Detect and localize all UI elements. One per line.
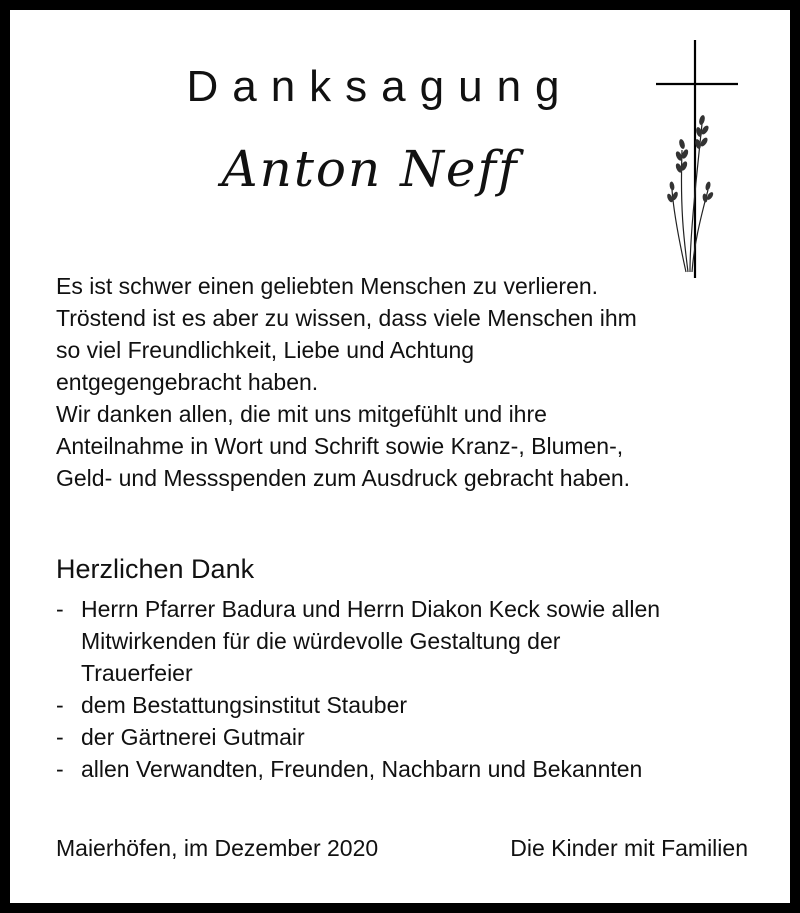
thanks-item <box>56 753 776 785</box>
text-line: Geld- und Messspenden zum Ausdruck gebracht haben. <box>56 465 631 491</box>
text-line: Wir danken allen, die mit uns mitgefühlt und ihre <box>56 401 547 427</box>
list-dash: - <box>56 692 64 718</box>
thanks-item <box>56 593 776 689</box>
condolence-text <box>56 270 756 494</box>
place-date: Maierhöfen, im Dezember 2020 <box>56 835 379 861</box>
thanks-heading: Herzlichen Dank <box>56 554 255 584</box>
list-dash: - <box>56 596 64 622</box>
thanks-item-line: Herrn Pfarrer Badura und Herrn Diakon Keck sowie allen <box>81 596 661 622</box>
thanks-item <box>56 721 776 753</box>
text-line: entgegengebracht haben. <box>56 369 319 395</box>
text-line: Tröstend ist es aber zu wissen, dass viele Menschen ihm <box>56 305 637 331</box>
text-line: Anteilnahme in Wort und Schrift sowie Kranz-, Blumen-, <box>56 433 624 459</box>
notice-title: Danksagung <box>186 62 574 111</box>
thanks-item-line: allen Verwandten, Freunden, Nachbarn und Bekannten <box>81 756 643 782</box>
thanks-item-line: dem Bestattungsinstitut Stauber <box>81 692 408 718</box>
text-line: so viel Freundlichkeit, Liebe und Achtung <box>56 337 475 363</box>
thanks-list <box>56 593 776 785</box>
list-dash: - <box>56 724 64 750</box>
thanks-item-line: der Gärtnerei Gutmair <box>81 724 305 750</box>
signature: Die Kinder mit Familien <box>510 835 748 861</box>
thanks-item-line: Mitwirkenden für die würdevolle Gestaltung der <box>81 628 561 654</box>
thanks-item-line: Trauerfeier <box>81 660 193 686</box>
thanks-item <box>56 689 776 721</box>
deceased-name: Anton Neff <box>221 140 519 198</box>
text-line: Es ist schwer einen geliebten Menschen zu verlieren. <box>56 273 599 299</box>
list-dash: - <box>56 756 64 782</box>
cross-with-wheat-icon <box>650 40 740 280</box>
